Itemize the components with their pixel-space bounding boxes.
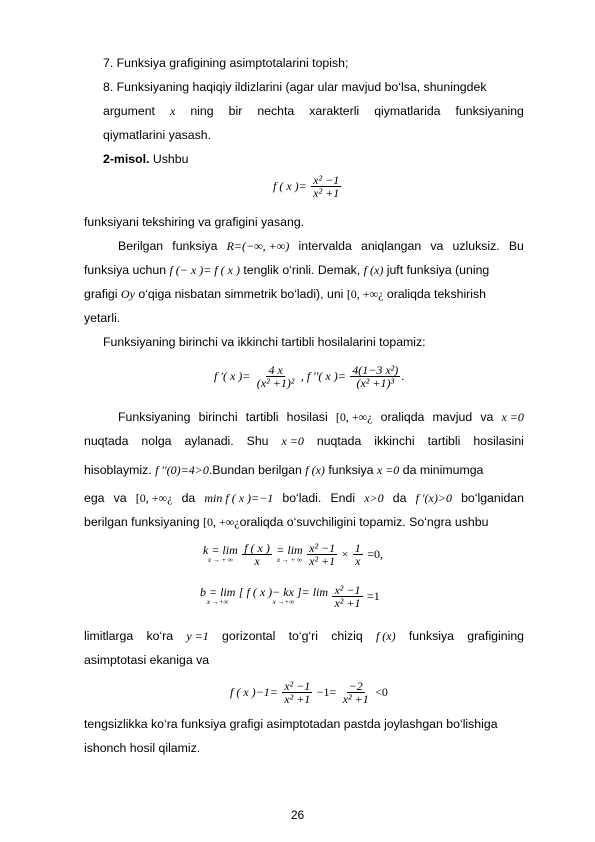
- limit-k-formula: k = lim x → + ∞ $\frac{f ( x )}{x}$ = lim x → + ∞ $\frac{\text{x² −1}}{\text{x² +1}}$ × $\frac{1}{x}$ =0,: [203, 541, 383, 568]
- para3-line4: ega va [0, +∞¿ da min f ( x )=−1 bo‘ladi. Endi x>0 da f ′(x)>0 bo‘lganidan: [84, 491, 524, 505]
- list-item-8: 8. Funksiyaning haqiqiy ildizlarini (agar ular mavjud bo‘lsa, shuningdek: [103, 80, 487, 94]
- limit-b-formula: b = lim x →+∞ [ f ( x )− kx ]= lim x →+∞ $\frac{\text{x² −1}}{\text{x² +1}}$ =1: [200, 583, 380, 610]
- para3-line2: nuqtada nolga aylanadi. Shu x =0 nuqtada ikkinchi tartibli hosilasini: [84, 434, 524, 448]
- inequality-formula: f ( x )−1= $\frac{\text{x² −1}}{\text{x² +1}}$ −1= $\frac{-2}{\text{x² +1}}$ <0: [230, 679, 388, 706]
- para4-line1: limitlarga ko‘ra y =1 gorizontal to‘g‘ri chiziq f (x) funksiya grafigining: [84, 629, 524, 643]
- example-heading: 2-misol. Ushbu: [103, 152, 189, 166]
- derivatives-formula: f ′( x )= $\frac{4 x}{\text{(x² +1)²}}$ , f ′′( x )= $\frac{\text{4(1−3 x²)}}{\text{(x² +1)³}}$ .: [214, 363, 405, 390]
- para3-line5: berilgan funksiyaning [0, +∞¿oraliqda o‘suvchiligini topamiz. So‘ngra ushbu: [84, 515, 489, 529]
- para1-line4: yetarli.: [84, 311, 121, 325]
- para1-line1: Berilgan funksiya R=(−∞, +∞) intervalda aniqlangan va uzluksiz. Bu: [118, 239, 524, 253]
- para3-line3: hisoblaymiz. f ′′(0)=4>0.Bundan berilgan f (x) funksiya x =0 da minimumga: [84, 463, 484, 477]
- page-number: 26: [290, 808, 305, 822]
- list-item-8-line2: argument x ning bir nechta xarakterli qiymatlarida funksiyaning: [103, 104, 524, 118]
- example-label: 2-misol.: [103, 152, 150, 166]
- example-task: funksiyani tekshiring va grafigini yasang.: [84, 215, 305, 229]
- para4-line4: ishonch hosil qilamiz.: [84, 741, 201, 755]
- para1-line2: funksiya uchun f (− x )= f ( x ) tenglik o‘rinli. Demak, f (x) juft funksiya (uning: [84, 263, 490, 277]
- para3-line1: Funksiyaning birinchi tartibli hosilasi [0, +∞¿ oraliqda mavjud va x =0: [118, 410, 524, 424]
- para2-text: Funksiyaning birinchi va ikkinchi tartibli hosilalarini topamiz:: [103, 335, 426, 349]
- list-item-8-line3: qiymatlarini yasash.: [103, 128, 211, 142]
- list-item-7: 7. Funksiya grafigining asimptotalarini topish;: [103, 56, 349, 70]
- para4-line2: asimptotasi ekaniga va: [84, 653, 210, 667]
- para4-line3: tengsizlikka ko‘ra funksiya grafigi asimptotadan pastda joylashgan bo‘lishiga: [84, 717, 498, 731]
- para1-line3: grafigi Oy o‘qiga nisbatan simmetrik bo‘ladi), uni [0, +∞¿ oraliqda tekshirish: [84, 287, 486, 301]
- example-formula: f ( x )= $\frac{\text{x² −1}}{\text{x² +1}}$: [273, 173, 340, 200]
